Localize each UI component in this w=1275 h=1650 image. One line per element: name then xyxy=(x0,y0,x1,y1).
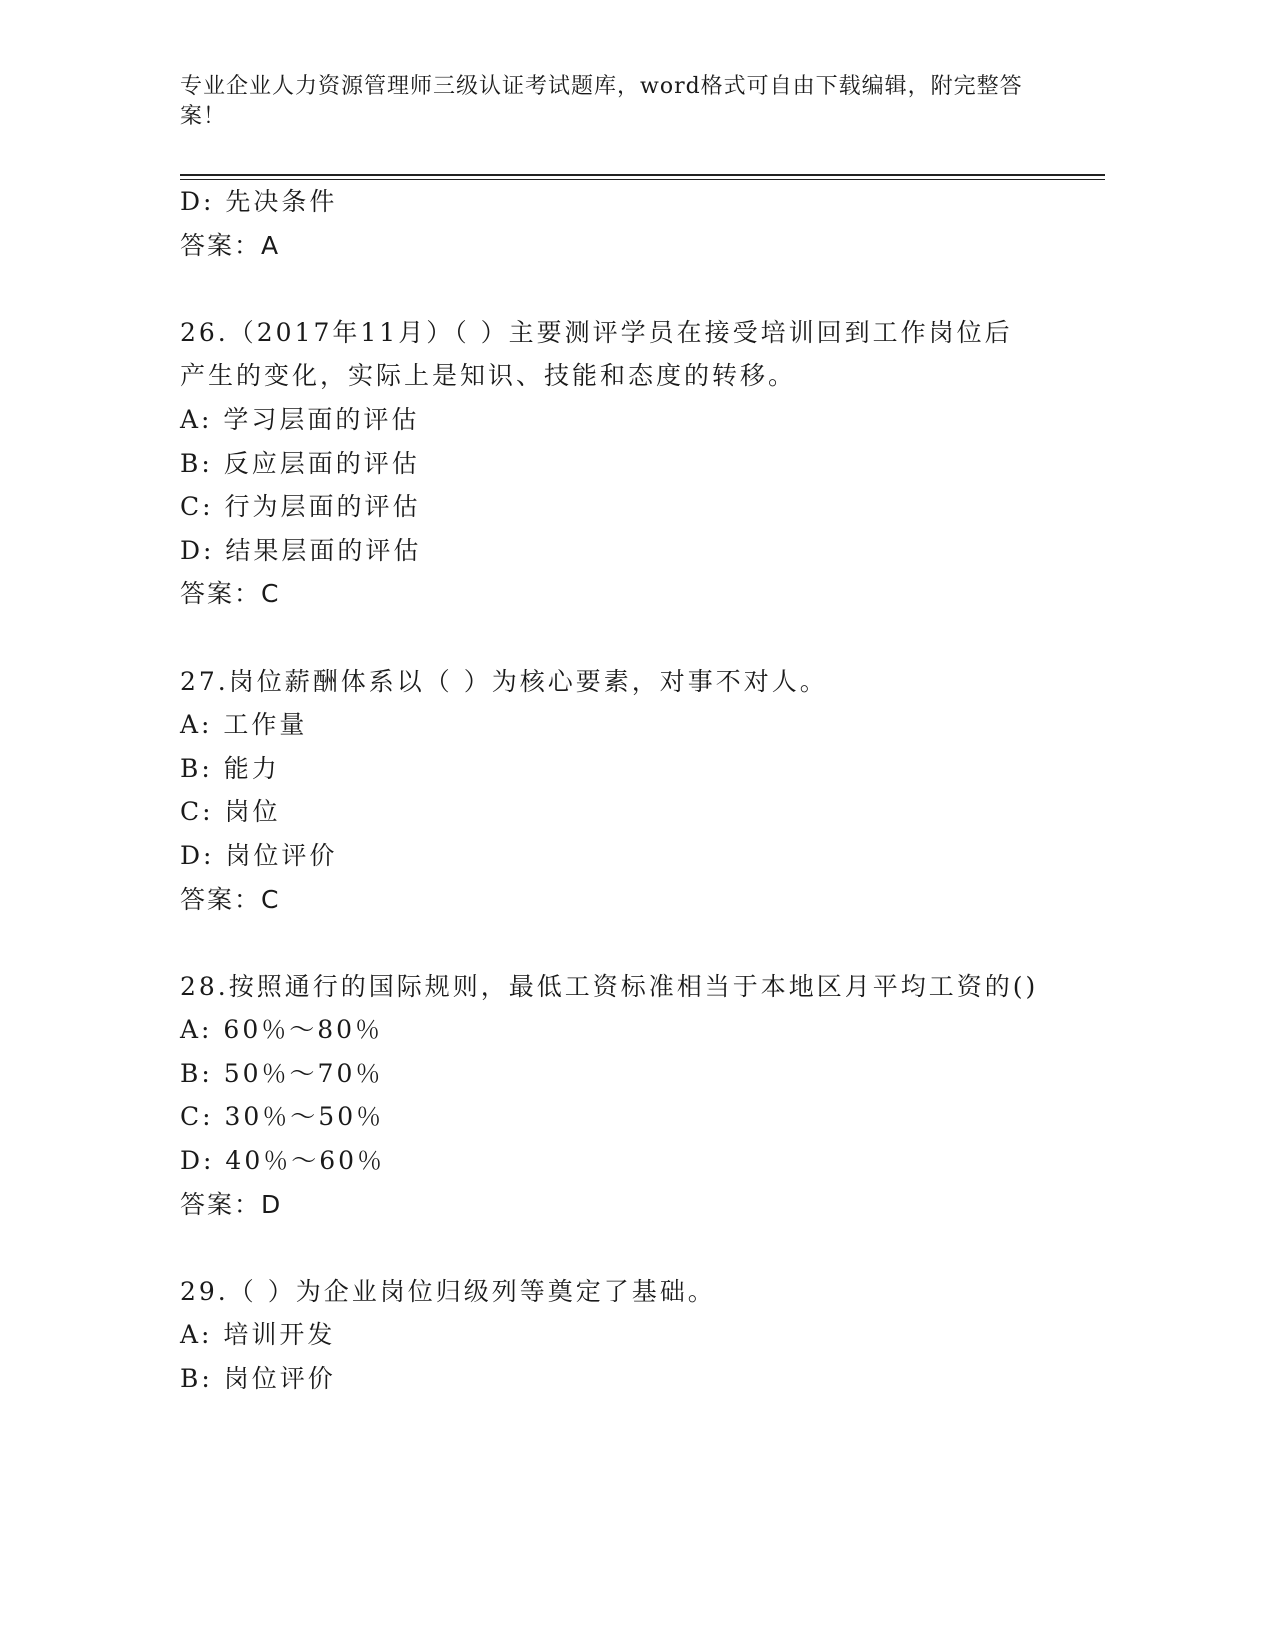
option-a: A: 工作量 xyxy=(180,710,308,740)
header-rule-thick xyxy=(180,174,1105,176)
option-d: D: 40％～60％ xyxy=(180,1146,386,1176)
question-list xyxy=(180,180,1080,1401)
question-block-28 xyxy=(180,965,1080,1227)
answer-line: 答案：C xyxy=(180,579,281,609)
question-block-29 xyxy=(180,1270,1080,1401)
option-b: B: 50％～70％ xyxy=(180,1058,384,1088)
option-b: B: 岗位评价 xyxy=(180,1364,336,1394)
question-block-26 xyxy=(180,311,1080,616)
option-d: D: 结果层面的评估 xyxy=(180,535,422,565)
question-block-27 xyxy=(180,660,1080,922)
document-header xyxy=(180,72,1040,132)
option-c: C: 行为层面的评估 xyxy=(180,492,421,522)
question-text: 27.岗位薪酬体系以（ ）为核心要素，对事不对人。 xyxy=(180,666,828,696)
option-c: C: 岗位 xyxy=(180,797,281,827)
option-b: B: 能力 xyxy=(180,753,280,783)
answer-line: 答案：A xyxy=(180,230,281,260)
option-c: C: 30％～50％ xyxy=(180,1102,385,1132)
header-text: 专业企业人力资源管理师三级认证考试题库，word格式可自由下载编辑，附完整答案！ xyxy=(180,74,1023,129)
answer-line: 答案：C xyxy=(180,884,281,914)
option-a: A: 培训开发 xyxy=(180,1320,336,1350)
answer-line: 答案：D xyxy=(180,1189,283,1219)
question-text: 26.（2017年11月）（ ）主要测评学员在接受培训回到工作岗位后产生的变化，实际上是知识、技能和态度的转移。 xyxy=(180,317,1013,391)
question-text: 28.按照通行的国际规则，最低工资标准相当于本地区月平均工资的() xyxy=(180,971,1039,1001)
question-block-25-tail xyxy=(180,180,1080,267)
question-text: 29.（ ）为企业岗位归级列等奠定了基础。 xyxy=(180,1276,716,1306)
option-d: D: 岗位评价 xyxy=(180,840,338,870)
option-a: A: 60％～80％ xyxy=(180,1015,384,1045)
option-d: D: 先决条件 xyxy=(180,187,338,216)
option-a: A: 学习层面的评估 xyxy=(180,404,420,434)
option-b: B: 反应层面的评估 xyxy=(180,448,420,478)
